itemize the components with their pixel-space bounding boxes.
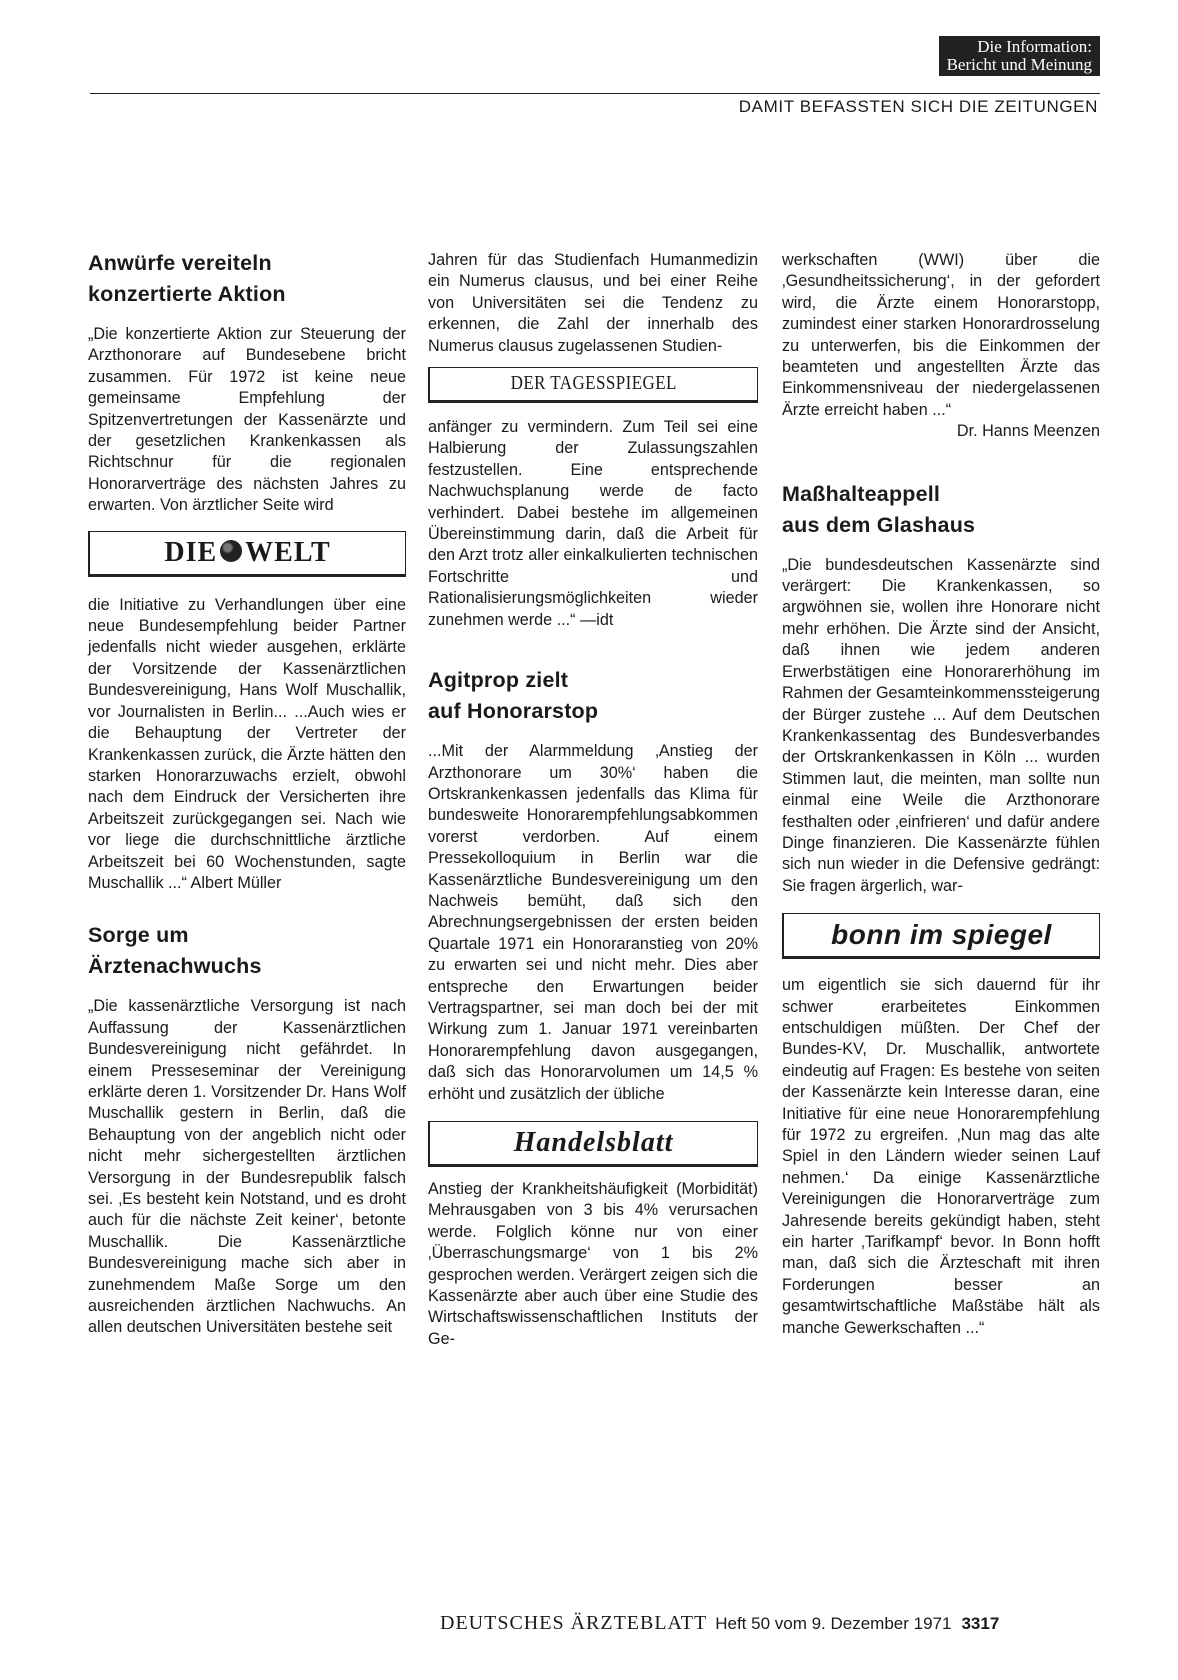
headline-agitprop (428, 665, 758, 727)
logo-welt-left: DIE (164, 536, 218, 568)
article-paragraph: um eigentlich sie sich dauernd für ihr schwer erarbeitetes Einkommen entschuldigen müßten. Der Chef der Bundes-KV, Dr. Muschallik, antwortete eindeutig auf Fragen: Es bestehe von seiten der Kassenärzte kein Interesse daran, eine Initiative für eine neue Honorarempfehlung für 1972 zu ergreifen. ‚Nun mag das alte Spiel in den Ländern wieder seinen Lauf nehmen.‘ Da einige Kassenärztliche Vereinigungen die Honorarverträge zum Jahresende bereits gekündigt haben, steht ein harter ‚Tarifkampf‘ bevor. In Bonn hofft man, daß sich die Ärzteschaft mit ihren Forderungen besser an gesamtwirtschaftliche Maßstäbe hält als manche Gewerkschaften ...“ (782, 976, 1100, 1337)
article-paragraph: Anstieg der Krankheitshäufigkeit (Morbidität) Mehrausgaben von 3 bis 4% verursachen werde. Folglich könne nur von einer ‚Überraschungsmarge‘ von 1 bis 2% gesprochen werden. Verärgert zeigen sich die Kassenärzte aber auch über eine Studie des Wirtschaftswissenschaftlichen Instituts der Ge- (428, 1180, 758, 1348)
page-number: 3317 (961, 1614, 1000, 1633)
headline-line: aus dem Glashaus (782, 512, 976, 537)
article-paragraph: „Die konzertierte Aktion zur Steuerung der Arzthonorare auf Bundesebene bricht zusammen. Für 1972 ist keine neue gemeinsame Empfehlung der Spitzenvertretungen der Kassenärzte und der gesetzlichen Krankenkassen als Richtschnur für die regionalen Honorarverträge des nächsten Jahres zu erwarten. Von ärztlicher Seite wird (88, 325, 406, 515)
column-2 (428, 250, 758, 1350)
author-signature: Dr. Hanns Meenzen (956, 422, 1100, 441)
column-1 (88, 248, 406, 1339)
globe-icon (220, 540, 242, 562)
article-paragraph: Jahren für das Studienfach Humanmedizin ein Numerus clausus, und bei einer Reihe von Universitäten sei die Tendenz zu erkennen, die Zahl der innerhalb des Numerus clausus zugelassenen Studien- (428, 251, 758, 355)
column-3 (782, 250, 1100, 1339)
tag-line-2: Bericht und Meinung (946, 55, 1092, 74)
headline-sorge (88, 920, 406, 982)
logo-handel-text: Handelsblatt (513, 1127, 674, 1159)
publication-name: DEUTSCHES ÄRZTEBLATT (440, 1612, 708, 1634)
article-paragraph: ...Mit der Alarmmeldung ‚Anstieg der Arzthonorare um 30%‘ haben die Ortskrankenkassen jedenfalls das Klima für bundesweite Honorarempfehlungsabkommen vorerst verdorben. Auf einem Pressekolloquium in Berlin war die Kassenärztliche Bundesvereinigung um den Nachweis bemüht, daß sich den Abrechnungsergebnissen der ersten beiden Quartale 1971 ein Honoraranstieg von 20% zu erwarten sei und nicht mehr. Dies aber entspreche den Erwartungen beider Vertragspartner, sei man doch bei der mit Wirkung zum 1. Januar 1971 vereinbarten Honorarempfehlung davon ausgegangen, daß sich das Honorarvolumen um 14,5 % erhöht und zusätzlich der übliche (428, 742, 758, 1103)
section-title: DAMIT BEFASSTEN SICH DIE ZEITUNGEN (738, 97, 1098, 116)
logo-bonn-im-spiegel (782, 913, 1100, 959)
tag-line-1: Die Information: (977, 37, 1092, 56)
headline-line: Maßhalteappell (782, 481, 941, 506)
headline-anwuerfe (88, 248, 406, 310)
page-footer (440, 1612, 1098, 1635)
headline-line: konzertierte Aktion (88, 282, 286, 306)
headline-line: Agitprop zielt (428, 668, 569, 693)
headline-line: Sorge um (88, 923, 189, 948)
headline-masshalte (782, 479, 1100, 541)
logo-tages-text: DER TAGESSPIEGEL (510, 372, 677, 395)
issue-info: Heft 50 vom 9. Dezember 1971 (715, 1614, 952, 1633)
headline-line: Anwürfe vereiteln (88, 251, 272, 275)
section-tag (939, 36, 1100, 76)
headline-line: Ärztenachwuchs (88, 954, 262, 979)
article-paragraph: anfänger zu vermindern. Zum Teil sei eine Halbierung der Zulassungszahlen festzustellen. Eine entsprechende Nachwuchsplanung werde de facto verhindert. Dabei bestehe im allgemeinen Übereinstimmung darin, daß die Arbeit für den Arzt trotz aller einkalkulierten technischen Fortschritte und Rationalisierungsmöglichkeiten wieder zunehmen werde ...“ —idt (428, 418, 758, 629)
article-paragraph: die Initiative zu Verhandlungen über eine neue Bundesempfehlung beider Partner jedenfalls nicht wieder ausgehen, erklärte der Vorsitzende der Kassenärztlichen Bundesvereinigung, Hans Wolf Muschallik, vor Journalisten in Berlin... ...Auch wies er die Behauptung der Vertreter der Krankenkassen zurück, die Ärzte hätten den starken Honorarzuwachs erzielt, obwohl nach dem Eindruck der Versicherten ihre Arbeitszeit zurückgegangen sei. Nach wie vor liege die durchschnittliche ärztliche Arbeitszeit bei 60 Wochenstunden, sagte Muschallik ...“ Albert Müller (88, 595, 406, 892)
logo-die-welt (88, 531, 406, 577)
logo-bonn-text: bonn im spiegel (831, 919, 1052, 951)
article-paragraph: „Die bundesdeutschen Kassenärzte sind verärgert: Die Krankenkassen, so argwöhnen sie, wollen ihre Honorare nicht mehr erhöhen. Die Ärzte sind der Ansicht, daß ihnen wie jedem anderen Erwerbstätigen eine Honorarerhöhung im Rahmen der Gesamteinkommenssteigerung der Bürger zustehe ... Auf dem Deutschen Krankenkassentag des Bundesverbandes der Ortskrankenkassen in Köln ... wurden Stimmen laut, die meinten, man sollte nun einmal eine Weile die Arzthonorare festhalten oder ‚einfrieren‘ und dafür andere Dinge finanzieren. Die Kassenärzte fühlen sich nun wieder in die Defensive gedrängt: Sie fragen ärgerlich, war- (782, 555, 1100, 895)
logo-tagesspiegel (428, 367, 758, 403)
logo-welt-right: WELT (245, 536, 331, 568)
article-paragraph: werkschaften (WWI) über die ‚Gesundheitssicherung‘, in der gefordert wird, die Ärzte einem Honorarstopp, zumindest einer starken Honorardrosselung zu unterwerfen, bis die Einkommen der beamteten und angestellten Ärzte das Einkommensniveau der niedergelassenen Ärzte erreicht haben ...“ (782, 251, 1100, 419)
article-paragraph: „Die kassenärztliche Versorgung ist nach Auffassung der Kassenärztlichen Bundesvereinigung nicht gefährdet. In einem Presseseminar der Vereinigung erklärte deren 1. Vorsitzender Dr. Hans Wolf Muschallik gestern in Berlin, daß die Behauptung von der angeblich nicht oder nicht mehr sichergestellten ärztlichen Versorgung in der Bundesrepublik falsch sei. ‚Es besteht kein Notstand, und es droht auch für die nächste Zeit keiner‘, betonte Muschallik. Die Kassenärztliche Bundesvereinigung mache sich aber in zunehmendem Maße Sorge um den ausreichenden ärztlichen Nachwuchs. An allen deutschen Universitäten bestehe seit (88, 997, 406, 1337)
headline-line: auf Honorarstop (428, 699, 599, 724)
header-rule (90, 93, 1100, 94)
logo-handelsblatt (428, 1121, 758, 1167)
